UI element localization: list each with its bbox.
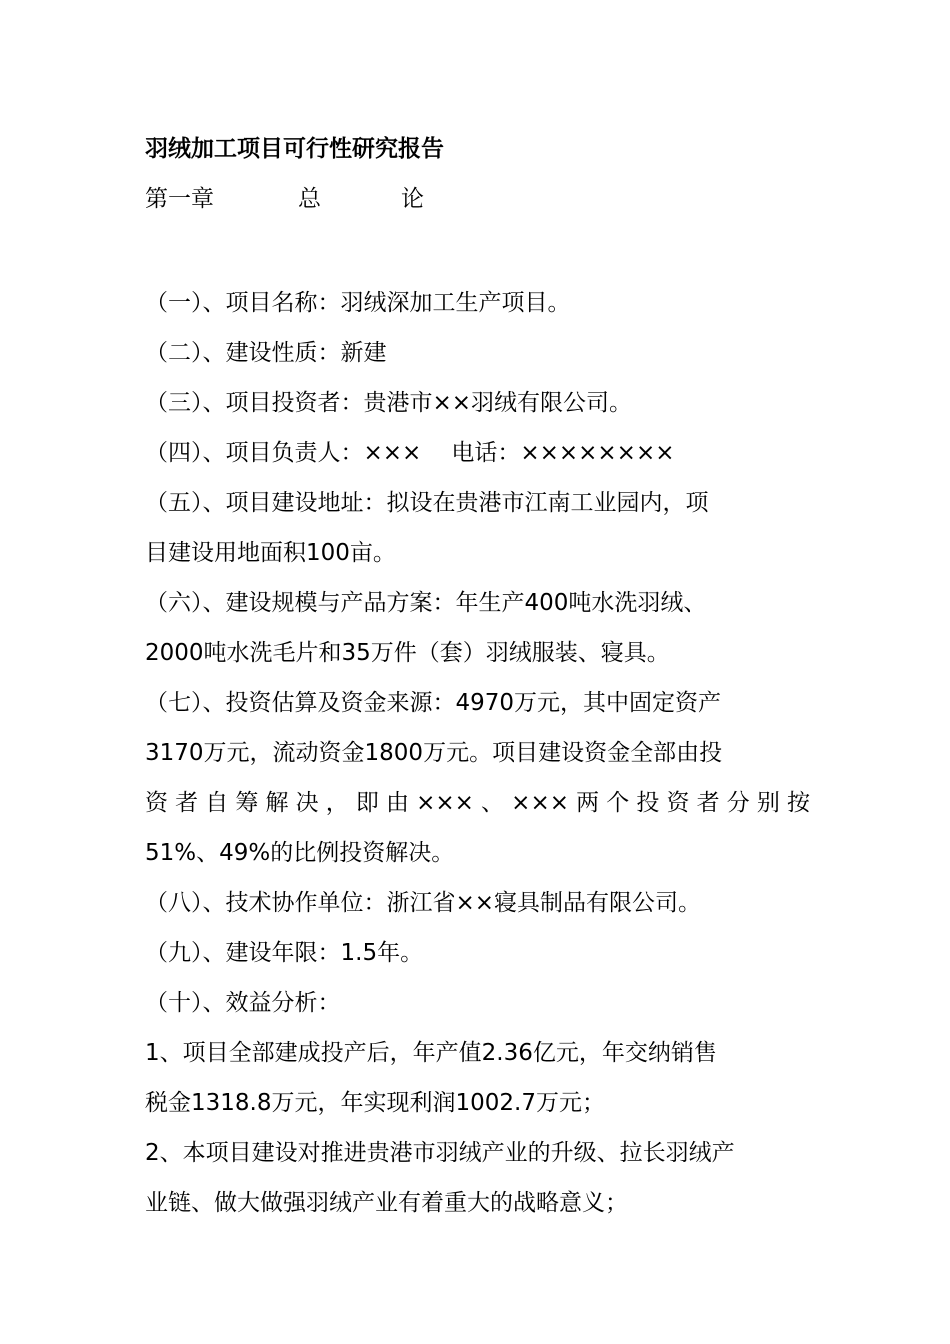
chapter-word-2: 论 xyxy=(401,186,424,212)
item-benefit-analysis: （十）、效益分析： xyxy=(145,990,341,1016)
item-investor: （三）、项目投资者：贵港市××羽绒有限公司。 xyxy=(145,390,633,416)
chapter-word-1: 总 xyxy=(298,186,321,212)
item-construction-period: （九）、建设年限：1.5年。 xyxy=(145,940,424,966)
item-project-leader xyxy=(145,428,810,478)
benefit-1-line-1: 1、项目全部建成投产后，年产值2.36亿元，年交纳销售 xyxy=(145,1040,717,1066)
item-scale-line-1: （六）、建设规模与产品方案：年生产400吨水洗羽绒、 xyxy=(145,590,707,616)
benefit-1-line-2: 税金1318.8万元，年实现利润1002.7万元； xyxy=(145,1090,605,1116)
document-title: 羽绒加工项目可行性研究报告 xyxy=(145,136,444,162)
document-body xyxy=(145,278,810,1228)
item-investment-line-3: 资者自筹解决，即由×××、×××两个投资者分别按 xyxy=(145,790,810,816)
project-phone-text: 电话：×××××××× xyxy=(451,440,675,466)
chapter-number: 第一章 xyxy=(145,186,214,212)
item-investment-line-1: （七）、投资估算及资金来源：4970万元，其中固定资产 xyxy=(145,690,722,716)
item-investment-line-2: 3170万元，流动资金1800万元。项目建设资金全部由投 xyxy=(145,740,723,766)
item-construction-nature: （二）、建设性质：新建 xyxy=(145,340,387,366)
benefit-2-line-2: 业链、做大做强羽绒产业有着重大的战略意义； xyxy=(145,1190,628,1216)
benefit-2-line-1: 2、本项目建设对推进贵港市羽绒产业的升级、拉长羽绒产 xyxy=(145,1140,735,1166)
project-leader-text: （四）、项目负责人：××× xyxy=(145,440,422,466)
item-scale-line-2: 2000吨水洗毛片和35万件（套）羽绒服装、寝具。 xyxy=(145,640,670,666)
item-partner: （八）、技术协作单位：浙江省××寝具制品有限公司。 xyxy=(145,890,702,916)
chapter-heading xyxy=(145,183,424,215)
item-site-line-1: （五）、项目建设地址：拟设在贵港市江南工业园内，项 xyxy=(145,490,709,516)
item-site-line-2: 目建设用地面积100亩。 xyxy=(145,540,396,566)
item-investment-line-4: 51%、49%的比例投资解决。 xyxy=(145,840,455,866)
item-project-name: （一）、项目名称：羽绒深加工生产项目。 xyxy=(145,290,571,316)
